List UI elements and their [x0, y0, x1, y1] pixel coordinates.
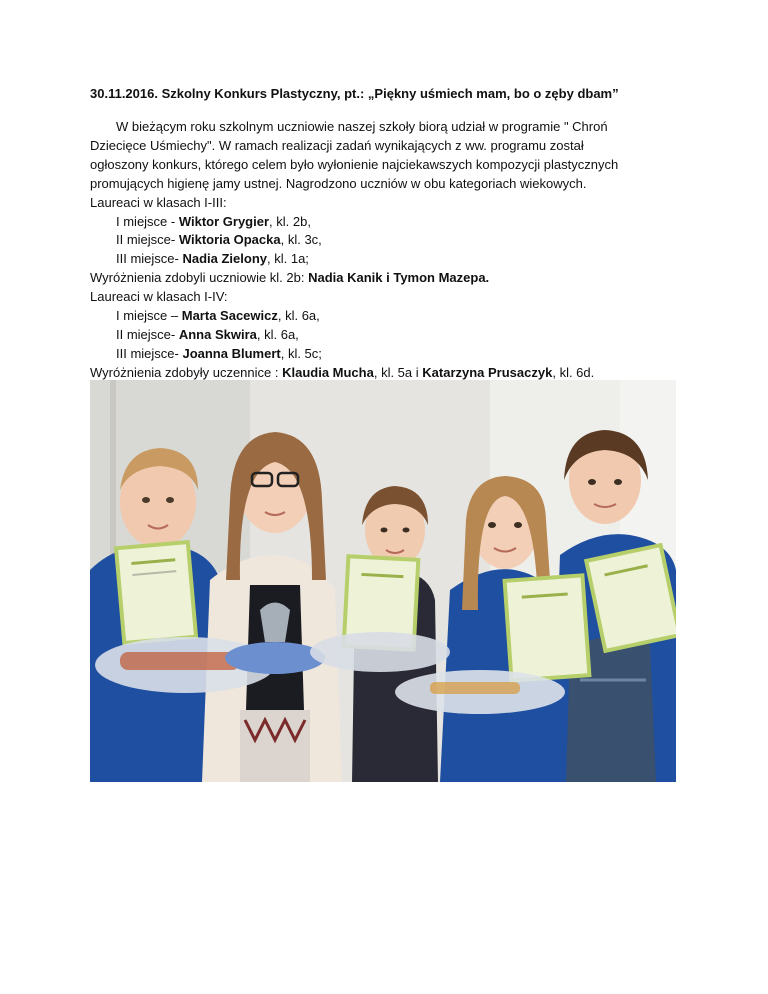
distinction-label: Wyróżnienia zdobyły uczennice :	[90, 364, 283, 380]
group2-place-3	[90, 345, 700, 364]
winner-name: Nadia Zielony	[182, 251, 267, 267]
winner-name: Marta Sacewicz	[181, 308, 278, 324]
gift-package-3	[310, 632, 450, 672]
gift-package-4	[395, 670, 565, 714]
winner-name: Wiktoria Opacka	[178, 232, 281, 248]
winner-class: , kl. 6a,	[277, 308, 320, 324]
group2-place-2	[90, 326, 700, 345]
group1-place-2	[90, 231, 700, 250]
distinction-text: , kl. 5a i	[373, 364, 423, 380]
winner-name: Anna Skwira	[178, 326, 257, 342]
winner-class: , kl. 6a,	[256, 326, 299, 342]
diploma-1	[116, 542, 196, 643]
distinction-name: Klaudia Mucha	[282, 364, 374, 380]
intro-line: ogłoszony konkurs, którego celem było wyłonienie najciekawszych kompozycji plastycznych	[90, 156, 619, 172]
group1-place-3	[90, 250, 700, 269]
place-label: II miejsce-	[116, 232, 179, 248]
winner-class: , kl. 5c;	[280, 345, 322, 361]
place-label: III miejsce-	[116, 251, 183, 267]
place-label: II miejsce-	[116, 326, 179, 342]
group2-heading: Laureaci w klasach I-IV:	[90, 289, 228, 305]
group1-place-1	[90, 213, 700, 232]
winner-name: Joanna Blumert	[182, 345, 281, 361]
distinction-label: Wyróżnienia zdobyli uczniowie kl. 2b:	[90, 270, 309, 286]
distinction-text: , kl. 6d.	[552, 364, 595, 380]
intro-line: W bieżącym roku szkolnym uczniowie naszej szkoły biorą udział w programie " Chroń	[116, 119, 608, 134]
group2-place-1	[90, 307, 700, 326]
place-label: I miejsce –	[116, 308, 182, 324]
winner-name: Wiktor Grygier	[178, 213, 270, 229]
diploma-3	[505, 575, 590, 680]
intro-line: Dziecięce Uśmiechy". W ramach realizacji zadań wynikających z ww. programu został	[90, 137, 584, 153]
page-title: 30.11.2016. Szkolny Konkurs Plastyczny, pt.: „Piękny uśmiech mam, bo o zęby dbam”	[90, 86, 619, 101]
winner-class: , kl. 1a;	[267, 251, 309, 267]
place-label: I miejsce -	[116, 213, 179, 229]
distinction-name: Katarzyna Prusaczyk	[422, 364, 553, 380]
group1-distinctions	[90, 269, 700, 288]
place-label: III miejsce-	[116, 345, 183, 361]
intro-line: promujących higienę jamy ustnej. Nagrodzono uczniów w obu kategoriach wiekowych.	[90, 175, 587, 191]
group-photo	[90, 380, 676, 782]
distinction-names: Nadia Kanik i Tymon Mazepa.	[308, 270, 490, 286]
winner-class: , kl. 2b,	[269, 213, 311, 229]
group1-heading: Laureaci w klasach I-III:	[90, 194, 227, 210]
winner-class: , kl. 3c,	[280, 232, 322, 248]
article-body	[90, 118, 700, 402]
